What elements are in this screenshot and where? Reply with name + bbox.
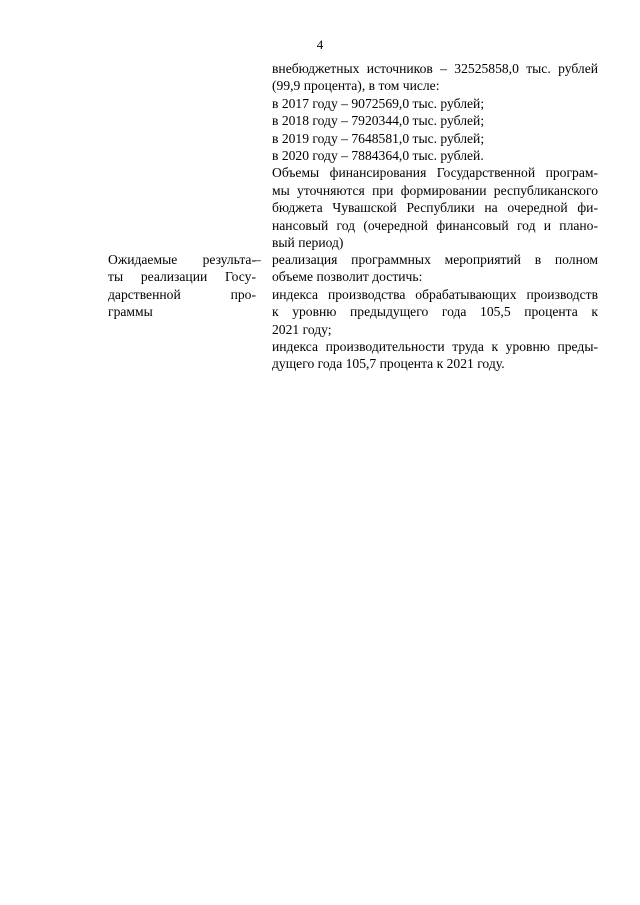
text-line: нансовый год (очередной финансовый год и плано- (272, 217, 598, 233)
text-line: мы уточняются при формировании республиканского (272, 182, 598, 198)
text-line: реализация программных мероприятий в полном (272, 252, 598, 267)
label-line: дарственной про- (108, 286, 256, 302)
funding-sources-text (272, 60, 598, 251)
label-line: граммы (108, 304, 153, 320)
expected-results-text (272, 251, 598, 373)
text-line: индекса производства обрабатывающих производств (272, 286, 598, 302)
label-line: Ожидаемые результа- (108, 252, 256, 267)
text-line: объеме позволит достичь: (272, 269, 423, 285)
text-line: индекса производительности труда к уровню преды- (272, 339, 598, 355)
row-dash: – (254, 252, 261, 267)
text-line: в 2017 году – 9072569,0 тыс. рублей; (272, 95, 485, 111)
text-line: к уровню предыдущего года 105,5 процента к (272, 304, 598, 320)
text-line: (99,9 процента), в том числе: (272, 78, 440, 94)
text-line: внебюджетных источников – 32525858,0 тыс. рублей (272, 61, 598, 76)
page-number: 4 (316, 37, 324, 52)
expected-results-label (108, 251, 256, 321)
text-line: 2021 году; (272, 321, 332, 337)
text-line: в 2020 году – 7884364,0 тыс. рублей. (272, 148, 484, 164)
text-line: вый период) (272, 235, 344, 251)
text-line: Объемы финансирования Государственной програм- (272, 165, 598, 181)
text-line: бюджета Чувашской Республики на очередной фи- (272, 200, 598, 216)
text-line: в 2018 году – 7920344,0 тыс. рублей; (272, 113, 485, 129)
text-line: дущего года 105,7 процента к 2021 году. (272, 356, 505, 372)
label-line: ты реализации Госу- (108, 269, 256, 285)
text-line: в 2019 году – 7648581,0 тыс. рублей; (272, 130, 485, 146)
